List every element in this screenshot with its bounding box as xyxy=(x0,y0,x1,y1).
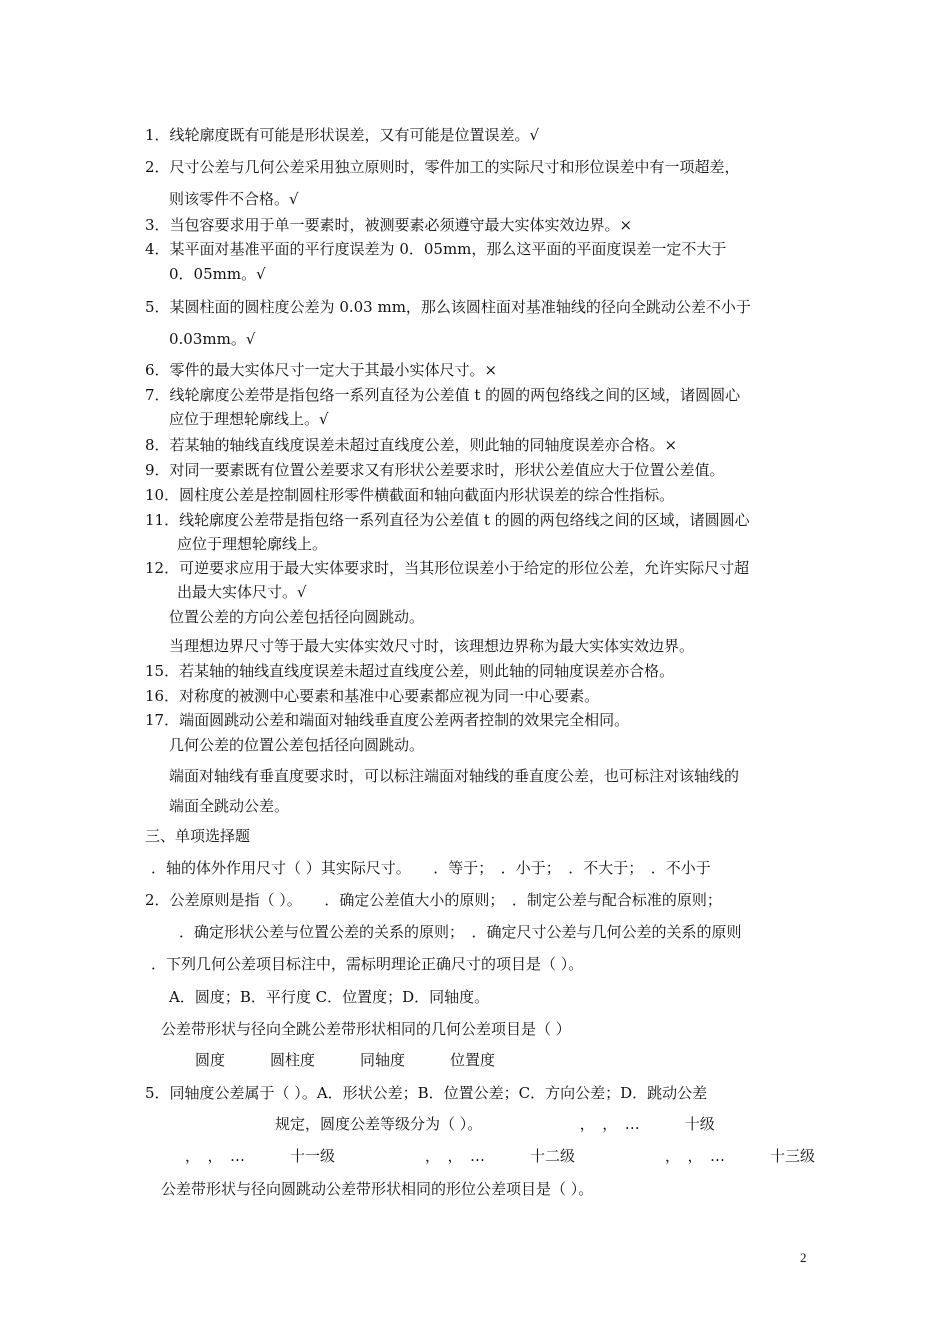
question-3: ．下列几何公差项目标注中，需标明理论正确尺寸的项目是（ ）。 xyxy=(151,955,584,973)
statement-16: 16．对称度的被测中心要素和基准中心要素都应视为同一中心要素。 xyxy=(145,687,600,705)
question-2: 2．公差原则是指（ ）。 ．确定公差值大小的原则； ．制定公差与配合标准的原则； xyxy=(145,891,722,909)
statement-13: 位置公差的方向公差包括径向圆跳动。 xyxy=(169,608,425,626)
statement-10: 10．圆柱度公差是控制圆柱形零件横截面和轴向截面内形状误差的综合性指标。 xyxy=(145,486,675,504)
question-3-options: A．圆度；B．平行度 C．位置度；D．同轴度。 xyxy=(169,988,490,1006)
question-6-options: ， ， … 十一级 ， ， … 十二级 ， ， … 十三级 xyxy=(185,1147,816,1165)
statement-9: 9．对同一要素既有位置公差要求又有形状公差要求时，形状公差值应大于位置公差值。 xyxy=(145,461,725,479)
question-4: 公差带形状与径向全跳公差带形状相同的几何公差项目是（ ） xyxy=(161,1020,571,1038)
statement-8: 8．若某轴的轴线直线度误差未超过直线度公差，则此轴的同轴度误差亦合格。× xyxy=(145,436,678,454)
statement-14: 当理想边界尺寸等于最大实体实效尺寸时，该理想边界称为最大实体实效边界。 xyxy=(169,637,695,655)
statement-17: 17．端面圆跳动公差和端面对轴线垂直度公差两者控制的效果完全相同。 xyxy=(145,711,630,729)
section-heading: 三、单项选择题 xyxy=(145,827,251,845)
question-7: 公差带形状与径向圆跳动公差带形状相同的形位公差项目是（ ）。 xyxy=(161,1180,594,1198)
statement-5: 5．某圆柱面的圆柱度公差为 0.03 mm，那么该圆柱面对基准轴线的径向全跳动公差不小于 xyxy=(145,298,751,316)
statement-1: 1．线轮廓度既有可能是形状误差，又有可能是位置误差。√ xyxy=(145,126,540,144)
statement-3: 3．当包容要求用于单一要素时，被测要素必须遵守最大实体实效边界。× xyxy=(145,216,633,234)
statement-15: 15．若某轴的轴线直线度误差未超过直线度公差，则此轴的同轴度误差亦合格。 xyxy=(145,662,675,680)
question-2-options: ．确定形状公差与位置公差的关系的原则； ．确定尺寸公差与几何公差的关系的原则 xyxy=(179,923,742,941)
statement-2-cont: 则该零件不合格。√ xyxy=(169,190,299,208)
question-6: 规定，圆度公差等级分为（ ）。 ， ， … 十级 xyxy=(275,1115,715,1133)
statement-2: 2．尺寸公差与几何公差采用独立原则时，零件加工的实际尺寸和形位误差中有一项超差， xyxy=(145,158,740,176)
statement-11: 11．线轮廓度公差带是指包络一系列直径为公差值 t 的圆的两包络线之间的区域，诸圆圆心 xyxy=(145,511,750,529)
question-5: 5．同轴度公差属于（ ）。A．形状公差；B．位置公差；C．方向公差；D．跳动公差 xyxy=(145,1084,708,1102)
question-4-options: 圆度 圆柱度 同轴度 位置度 xyxy=(195,1051,496,1069)
statement-18: 几何公差的位置公差包括径向圆跳动。 xyxy=(169,736,425,754)
statement-19: 端面对轴线有垂直度要求时，可以标注端面对轴线的垂直度公差，也可标注对该轴线的 xyxy=(169,767,740,785)
statement-19-cont: 端面全跳动公差。 xyxy=(169,797,290,815)
statement-11-cont: 应位于理想轮廓线上。 xyxy=(177,535,328,553)
statement-12-cont: 出最大实体尺寸。√ xyxy=(177,583,307,601)
statement-12: 12．可逆要求应用于最大实体要求时，当其形位误差小于给定的形位公差，允许实际尺寸超 xyxy=(145,559,750,577)
statement-4: 4．某平面对基准平面的平行度误差为 0．05mm，那么这平面的平面度误差一定不大于 xyxy=(145,240,727,258)
statement-7-cont: 应位于理想轮廓线上。√ xyxy=(169,410,329,428)
statement-5-cont: 0.03mm。√ xyxy=(169,330,256,348)
page-number: 2 xyxy=(800,1250,807,1265)
question-1: ．轴的体外作用尺寸（ ）其实际尺寸。 ．等于； ．小于； ．不大于； ．不小于 xyxy=(151,859,711,877)
statement-6: 6．零件的最大实体尺寸一定大于其最小实体尺寸。× xyxy=(145,361,498,379)
statement-7: 7．线轮廓度公差带是指包络一系列直径为公差值 t 的圆的两包络线之间的区域，诸圆圆心 xyxy=(145,386,741,404)
statement-4-cont: 0．05mm。√ xyxy=(169,265,266,283)
